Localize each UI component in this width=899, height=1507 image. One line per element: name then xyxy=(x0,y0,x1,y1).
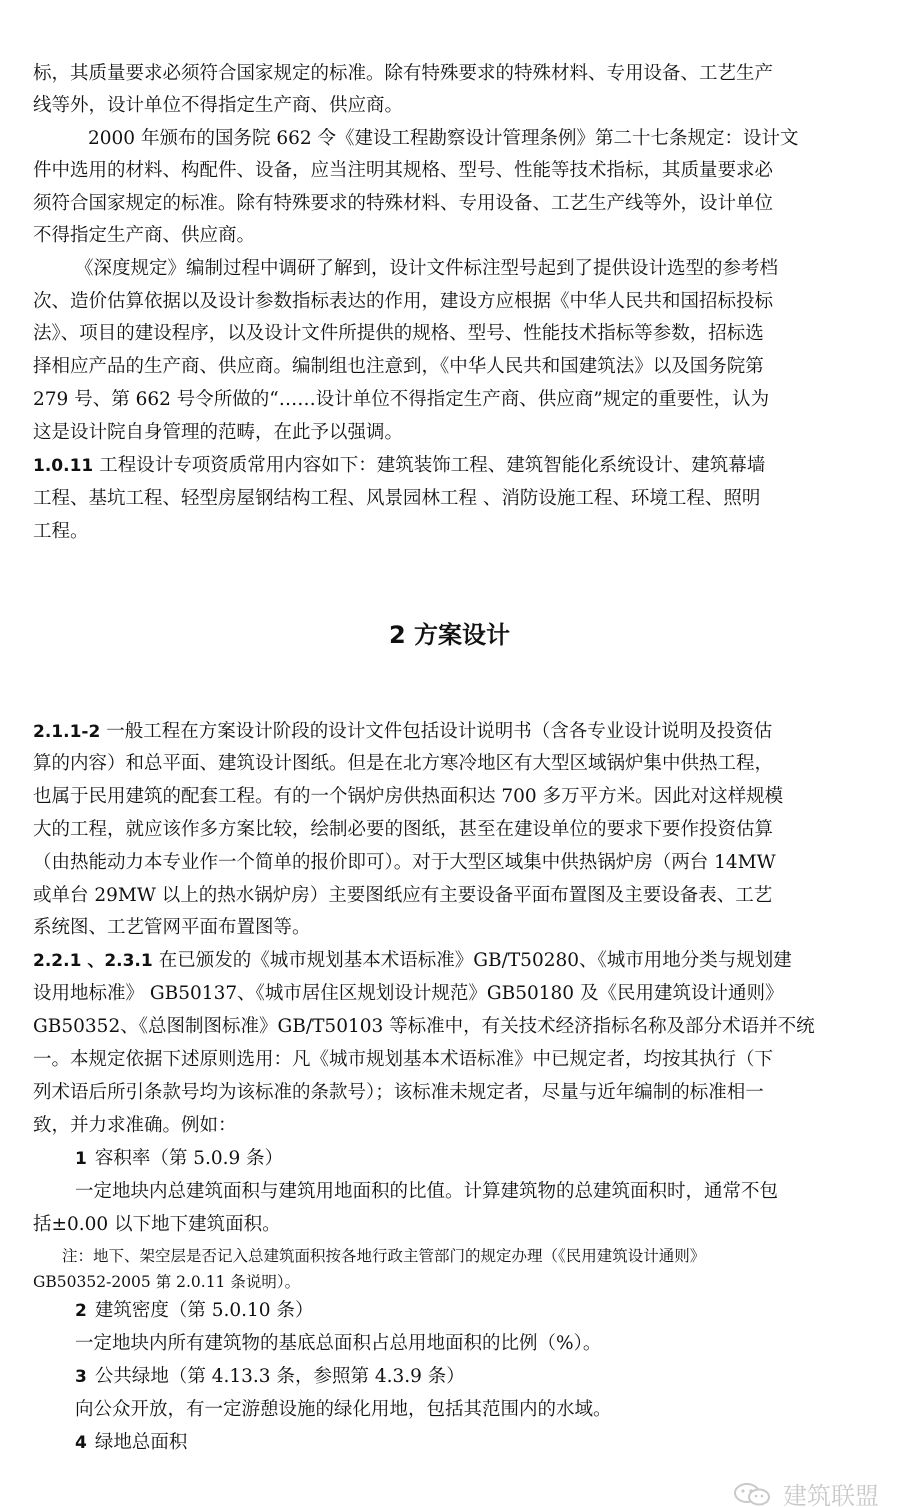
text-line: 括±0.00 以下地下建筑面积。 xyxy=(33,1214,281,1235)
text-line: 法》、项目的建设程序，以及设计文件所提供的规格、型号、性能技术指标等参数，招标选 xyxy=(33,323,764,344)
term-number: 3 xyxy=(75,1367,87,1387)
term-title-text: 容积率（第 5.0.9 条） xyxy=(94,1148,284,1169)
text-line: 设用地标准》 GB50137、《城市居住区规划设计规范》GB50180 及《民用建筑设计通则》 xyxy=(33,983,784,1004)
note-line: 注：地下、架空层是否记入总建筑面积按各地行政主管部门的规定办理（《民用建筑设计通则》 xyxy=(62,1247,706,1265)
text-line: 标，其质量要求必须符合国家规定的标准。除有特殊要求的特殊材料、专用设备、工艺生产 xyxy=(33,63,774,84)
watermark-text: 建筑联盟 xyxy=(783,1482,879,1507)
clause-line xyxy=(33,716,772,748)
section-title: 2 方案设计 xyxy=(388,621,511,649)
text-line: 279 号、第 662 号令所做的“……设计单位不得指定生产商、供应商”规定的重要性，认为 xyxy=(33,389,770,410)
clause-number: 1.0.11 xyxy=(33,456,94,476)
term-number: 2 xyxy=(75,1301,87,1321)
text-line: 也属于民用建筑的配套工程。有的一个锅炉房供热面积达 700 多万平方米。因此对这样规模 xyxy=(33,786,784,807)
clause-text: 在已颁发的《城市规划基本术语标准》GB/T50280、《城市用地分类与规划建 xyxy=(158,950,792,971)
clause-line xyxy=(33,450,765,482)
text-line: 2000 年颁布的国务院 662 令《建设工程勘察设计管理条例》第二十七条规定：设计文 xyxy=(88,128,799,149)
text-line: 列术语后所引条款号均为该标准的条款号）；该标准未规定者，尽量与近年编制的标准相一 xyxy=(33,1082,764,1103)
term-title xyxy=(75,1427,187,1459)
text-line: GB50352、《总图制图标准》GB/T50103 等标准中，有关技术经济指标名称及部分术语并不统 xyxy=(33,1016,815,1037)
clause-text: 一般工程在方案设计阶段的设计文件包括设计说明书（含各专业设计说明及投资估 xyxy=(106,721,773,742)
clause-number: 2.2.1 、2.3.1 xyxy=(33,951,153,971)
text-line: 工程、基坑工程、轻型房屋钢结构工程、风景园林工程 、消防设施工程、环境工程、照明 xyxy=(33,488,761,509)
term-title xyxy=(75,1143,283,1175)
text-line: 线等外，设计单位不得指定生产商、供应商。 xyxy=(33,95,404,116)
text-line: 次、造价估算依据以及设计参数指标表达的作用，建设方应根据《中华人民共和国招标投标 xyxy=(33,291,774,312)
term-title-text: 建筑密度（第 5.0.10 条） xyxy=(94,1300,314,1321)
text-line: 《深度规定》编制过程中调研了解到，设计文件标注型号起到了提供设计选型的参考档 xyxy=(75,258,779,279)
note-line: GB50352-2005 第 2.0.11 条说明）。 xyxy=(33,1273,301,1291)
text-line: 择相应产品的生产商、供应商。编制组也注意到，《中华人民共和国建筑法》以及国务院第 xyxy=(33,356,764,377)
text-line: 这是设计院自身管理的范畴，在此予以强调。 xyxy=(33,422,404,443)
text-line: 一定地块内总建筑面积与建筑用地面积的比值。计算建筑物的总建筑面积时，通常不包 xyxy=(75,1181,779,1202)
term-number: 1 xyxy=(75,1149,87,1169)
term-number: 4 xyxy=(75,1433,87,1453)
wechat-icon xyxy=(731,1480,775,1507)
term-title xyxy=(75,1361,465,1393)
text-line: （由热能动力本专业作一个简单的报价即可）。对于大型区域集中供热锅炉房（两台 14MW xyxy=(33,852,776,873)
text-line: 系统图、工艺管网平面布置图等。 xyxy=(33,917,311,938)
term-title-text: 绿地总面积 xyxy=(94,1432,188,1453)
clause-number: 2.1.1-2 xyxy=(33,722,101,742)
text-line: 一定地块内所有建筑物的基底总面积占总用地面积的比例（%）。 xyxy=(75,1333,602,1354)
text-line: 算的内容）和总平面、建筑设计图纸。但是在北方寒冷地区有大型区域锅炉集中供热工程， xyxy=(33,753,774,774)
text-line: 件中选用的材料、构配件、设备，应当注明其规格、型号、性能等技术指标，其质量要求必 xyxy=(33,160,774,181)
watermark xyxy=(731,1476,879,1507)
term-title xyxy=(75,1295,313,1327)
text-line: 向公众开放，有一定游憩设施的绿化用地，包括其范围内的水域。 xyxy=(75,1399,612,1420)
text-line: 须符合国家规定的标准。除有特殊要求的特殊材料、专用设备、工艺生产线等外，设计单位 xyxy=(33,193,774,214)
text-line: 不得指定生产商、供应商。 xyxy=(33,225,256,246)
term-title-text: 公共绿地（第 4.13.3 条，参照第 4.3.9 条） xyxy=(94,1366,465,1387)
text-line: 致，并力求准确。例如： xyxy=(33,1115,237,1136)
clause-text: 工程设计专项资质常用内容如下：建筑装饰工程、建筑智能化系统设计、建筑幕墙 xyxy=(99,455,766,476)
text-line: 或单台 29MW 以上的热水锅炉房）主要图纸应有主要设备平面布置图及主要设备表、工艺 xyxy=(33,885,773,906)
text-line: 一。本规定依据下述原则选用：凡《城市规划基本术语标准》中已规定者，均按其执行（下 xyxy=(33,1049,774,1070)
text-line: 工程。 xyxy=(33,521,89,542)
text-line: 大的工程，就应该作多方案比较，绘制必要的图纸，甚至在建设单位的要求下要作投资估算 xyxy=(33,819,774,840)
clause-line xyxy=(33,945,792,977)
